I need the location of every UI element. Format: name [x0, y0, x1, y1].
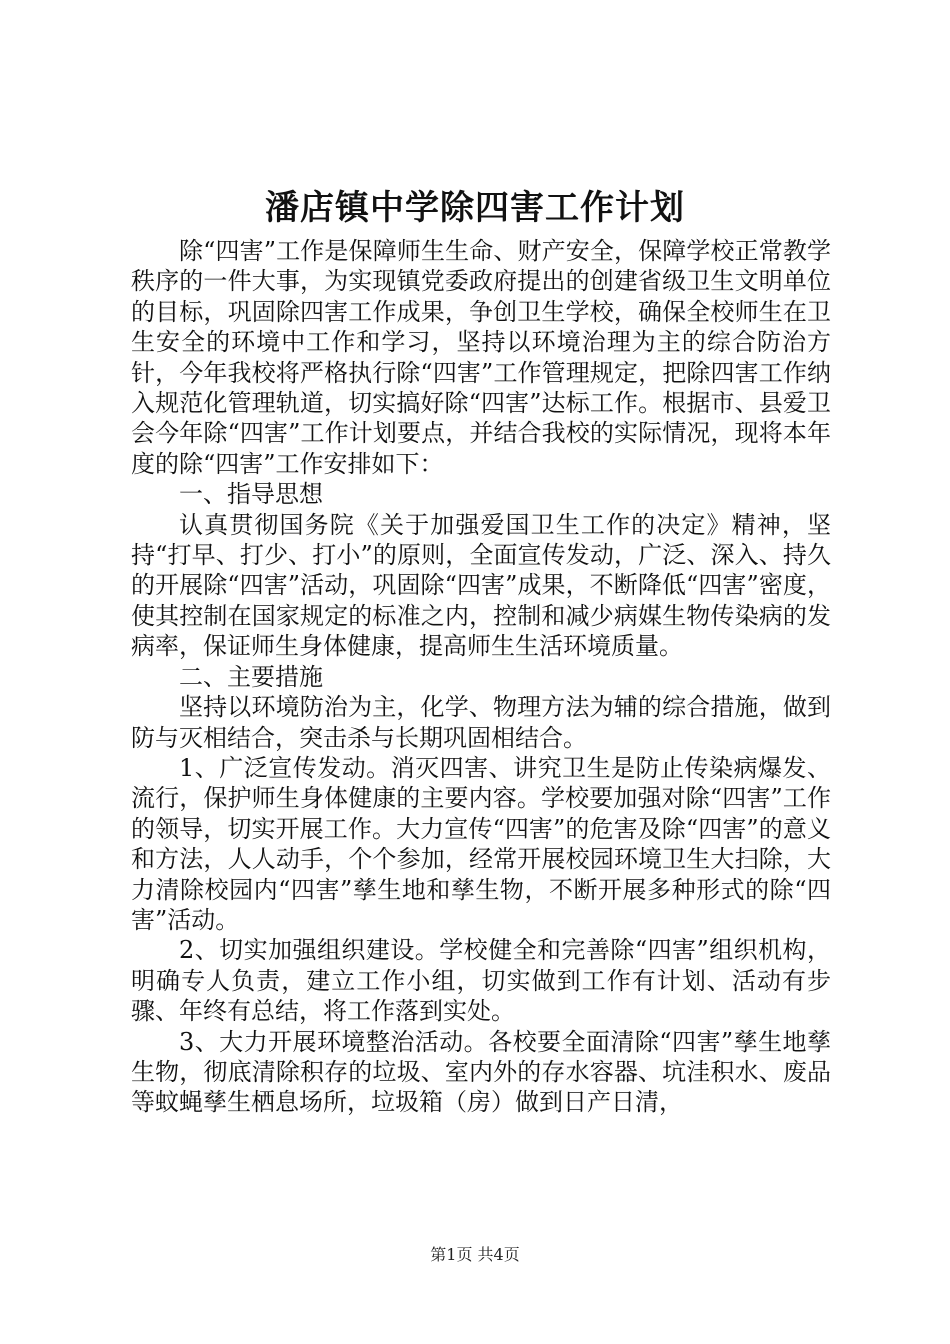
- measure-2-paragraph: 2、切实加强组织建设。学校健全和完善除“四害”组织机构，明确专人负责，建立工作小组，切实做到工作有计划、活动有步骤、年终有总结，将工作落到实处。: [131, 936, 831, 1026]
- main-measures-paragraph: 坚持以环境防治为主，化学、物理方法为辅的综合措施，做到防与灭相结合，突击杀与长期巩固相结合。: [131, 693, 831, 752]
- measure-3-paragraph: 3、大力开展环境整治活动。各校要全面清除“四害”孳生地孳生物，彻底清除积存的垃圾、室内外的存水容器、坑洼积水、废品等蚊蝇孳生栖息场所，垃圾箱（房）做到日产日清，: [131, 1027, 831, 1117]
- measure-1-paragraph: 1、广泛宣传发动。消灭四害、讲究卫生是防止传染病爆发、流行，保护师生身体健康的主要内容。学校要加强对除“四害”工作的领导，切实开展工作。大力宣传“四害”的危害及除“四害”的意义和方法，人人动手，个个参加，经常开展校园环境卫生大扫除，大力清除校园内“四害”孳生地和孳生物，不断开展多种形式的除“四害”活动。: [131, 753, 831, 934]
- page-footer: 第1页 共4页: [430, 1245, 520, 1264]
- document-body: [131, 236, 831, 1118]
- intro-paragraph: 除“四害”工作是保障师生生命、财产安全，保障学校正常教学秩序的一件大事，为实现镇党委政府提出的创建省级卫生文明单位的目标，巩固除四害工作成果，争创卫生学校，确保全校师生在卫生安全的环境中工作和学习，坚持以环境治理为主的综合防治方针，今年我校将严格执行除“四害”工作管理规定，把除四害工作纳入规范化管理轨道，切实搞好除“四害”达标工作。根据市、县爱卫会今年除“四害”工作计划要点，并结合我校的实际情况，现将本年度的除“四害”工作安排如下：: [131, 237, 831, 478]
- section-heading-guiding-ideology: 一、指导思想: [179, 480, 323, 509]
- document-title: 潘店镇中学除四害工作计划: [265, 188, 685, 228]
- section-heading-main-measures: 二、主要措施: [179, 662, 323, 691]
- guiding-ideology-paragraph: 认真贯彻国务院《关于加强爱国卫生工作的决定》精神，坚持“打早、打少、打小”的原则，全面宣传发动，广泛、深入、持久的开展除“四害”活动，巩固除“四害”成果，不断降低“四害”密度，使其控制在国家规定的标准之内，控制和减少病媒生物传染病的发病率，保证师生身体健康，提高师生生活环境质量。: [131, 510, 831, 661]
